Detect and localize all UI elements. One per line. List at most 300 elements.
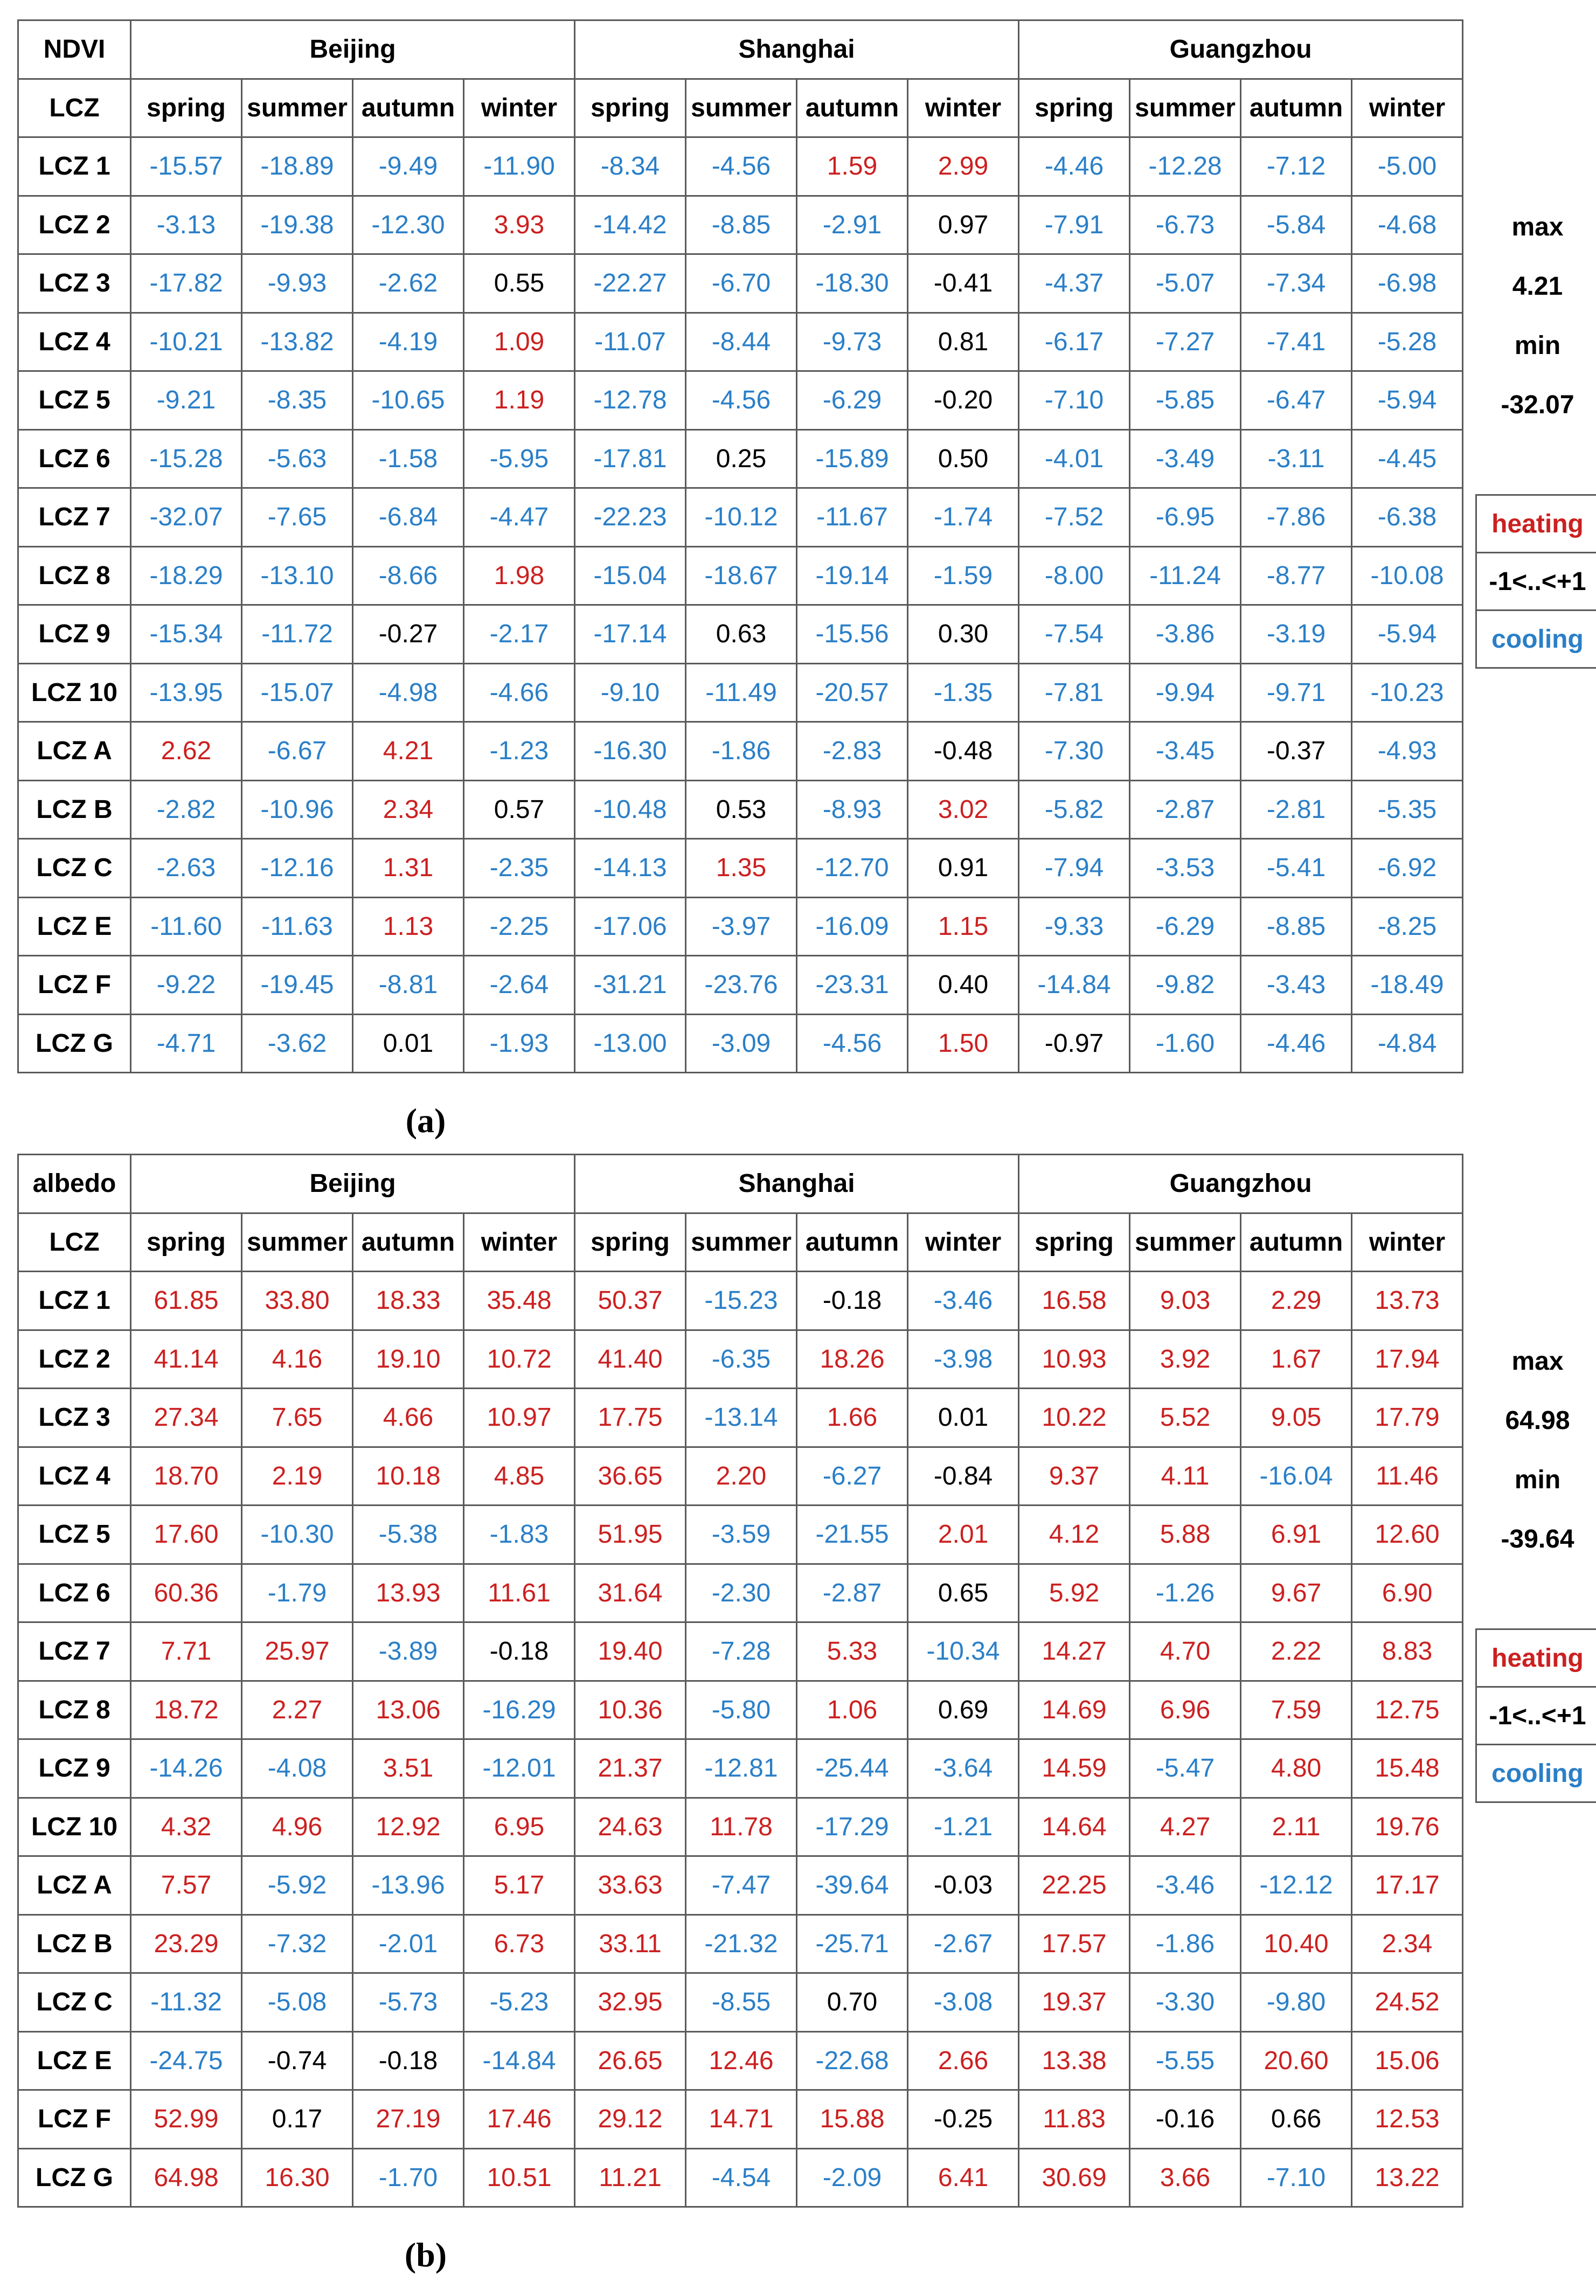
value-cell: 27.19 xyxy=(353,2090,464,2149)
value-cell: -16.04 xyxy=(1241,1447,1352,1506)
value-cell: -0.41 xyxy=(908,254,1019,313)
value-cell: 14.71 xyxy=(686,2090,797,2149)
value-cell: -5.82 xyxy=(1019,780,1130,839)
value-cell: -1.59 xyxy=(908,546,1019,605)
value-cell: -18.49 xyxy=(1352,956,1463,1015)
value-cell: -31.21 xyxy=(575,956,686,1015)
season-header: winter xyxy=(1352,1213,1463,1272)
value-cell: 21.37 xyxy=(575,1739,686,1798)
table-row xyxy=(18,1447,1463,1506)
value-cell: 11.61 xyxy=(464,1564,575,1622)
value-cell: 15.88 xyxy=(797,2090,908,2149)
value-cell: -21.55 xyxy=(797,1506,908,1564)
value-cell: 4.70 xyxy=(1130,1622,1241,1681)
value-cell: -7.54 xyxy=(1019,605,1130,664)
value-cell: 2.22 xyxy=(1241,1622,1352,1681)
value-cell: -18.89 xyxy=(242,137,353,196)
value-cell: -7.34 xyxy=(1241,254,1352,313)
value-cell: 33.11 xyxy=(575,1915,686,1973)
season-header: winter xyxy=(464,1213,575,1272)
value-cell: -1.60 xyxy=(1130,1014,1241,1073)
value-cell: 13.06 xyxy=(353,1681,464,1739)
value-cell: 1.06 xyxy=(797,1681,908,1739)
value-cell: -14.26 xyxy=(131,1739,242,1798)
min-value: -39.64 xyxy=(1501,1524,1574,1553)
value-cell: -3.13 xyxy=(131,196,242,254)
value-cell: -0.20 xyxy=(908,371,1019,430)
value-cell: -4.71 xyxy=(131,1014,242,1073)
table-row xyxy=(18,2090,1463,2149)
value-cell: 17.94 xyxy=(1352,1330,1463,1389)
season-header: spring xyxy=(131,79,242,137)
value-cell: -2.01 xyxy=(353,1915,464,1973)
value-cell: -12.12 xyxy=(1241,1856,1352,1915)
value-cell: -1.58 xyxy=(353,429,464,488)
value-cell: -7.47 xyxy=(686,1856,797,1915)
value-cell: -10.65 xyxy=(353,371,464,430)
row-label: LCZ G xyxy=(18,1014,131,1073)
value-cell: 19.76 xyxy=(1352,1798,1463,1856)
value-cell: -16.29 xyxy=(464,1681,575,1739)
table-row xyxy=(18,313,1463,371)
value-cell: 4.11 xyxy=(1130,1447,1241,1506)
value-cell: -5.23 xyxy=(464,1973,575,2032)
table-row xyxy=(18,780,1463,839)
season-header: autumn xyxy=(1241,79,1352,137)
value-cell: -25.71 xyxy=(797,1915,908,1973)
value-cell: -11.24 xyxy=(1130,546,1241,605)
value-cell: -1.70 xyxy=(353,2148,464,2207)
value-cell: -4.47 xyxy=(464,488,575,547)
max-label: max xyxy=(1511,212,1564,241)
value-cell: -11.49 xyxy=(686,663,797,722)
value-cell: 64.98 xyxy=(131,2148,242,2207)
value-cell: 0.66 xyxy=(1241,2090,1352,2149)
city-header: Shanghai xyxy=(575,1155,1019,1213)
value-cell: 2.19 xyxy=(242,1447,353,1506)
value-cell: -4.98 xyxy=(353,663,464,722)
value-cell: 5.88 xyxy=(1130,1506,1241,1564)
value-cell: 2.34 xyxy=(353,780,464,839)
value-cell: 5.33 xyxy=(797,1622,908,1681)
value-cell: -7.91 xyxy=(1019,196,1130,254)
value-cell: -15.04 xyxy=(575,546,686,605)
value-cell: 2.29 xyxy=(1241,1272,1352,1330)
value-cell: -4.19 xyxy=(353,313,464,371)
value-cell: -1.74 xyxy=(908,488,1019,547)
row-label: LCZ 10 xyxy=(18,663,131,722)
value-cell: -1.35 xyxy=(908,663,1019,722)
value-cell: -7.41 xyxy=(1241,313,1352,371)
metric-header: NDVI xyxy=(18,20,131,79)
value-cell: -15.23 xyxy=(686,1272,797,1330)
value-cell: -0.37 xyxy=(1241,722,1352,781)
value-cell: 0.70 xyxy=(797,1973,908,2032)
row-label: LCZ 10 xyxy=(18,1798,131,1856)
value-cell: -3.45 xyxy=(1130,722,1241,781)
value-cell: -13.96 xyxy=(353,1856,464,1915)
value-cell: 10.93 xyxy=(1019,1330,1130,1389)
season-header: summer xyxy=(1130,79,1241,137)
value-cell: 0.63 xyxy=(686,605,797,664)
value-cell: -8.66 xyxy=(353,546,464,605)
city-header: Beijing xyxy=(131,20,575,79)
season-header: spring xyxy=(1019,79,1130,137)
value-cell: 33.63 xyxy=(575,1856,686,1915)
value-cell: -19.45 xyxy=(242,956,353,1015)
city-header: Guangzhou xyxy=(1019,20,1463,79)
albedo-table xyxy=(17,1154,1463,2208)
legend-heating: heating xyxy=(1475,494,1596,553)
value-cell: 0.25 xyxy=(686,429,797,488)
table-row xyxy=(18,1973,1463,2032)
value-cell: 6.41 xyxy=(908,2148,1019,2207)
value-cell: 15.06 xyxy=(1352,2031,1463,2090)
value-cell: 12.92 xyxy=(353,1798,464,1856)
row-label: LCZ A xyxy=(18,722,131,781)
value-cell: -4.66 xyxy=(464,663,575,722)
row-label: LCZ 5 xyxy=(18,1506,131,1564)
table-row xyxy=(18,1856,1463,1915)
row-label: LCZ F xyxy=(18,956,131,1015)
legend-cooling: cooling xyxy=(1475,1744,1596,1803)
value-cell: -10.08 xyxy=(1352,546,1463,605)
value-cell: -4.68 xyxy=(1352,196,1463,254)
value-cell: -4.46 xyxy=(1241,1014,1352,1073)
value-cell: 24.63 xyxy=(575,1798,686,1856)
value-cell: -10.23 xyxy=(1352,663,1463,722)
value-cell: 4.96 xyxy=(242,1798,353,1856)
value-cell: 19.40 xyxy=(575,1622,686,1681)
value-cell: -2.09 xyxy=(797,2148,908,2207)
value-cell: -8.00 xyxy=(1019,546,1130,605)
value-cell: -11.32 xyxy=(131,1973,242,2032)
min-value: -32.07 xyxy=(1501,390,1574,419)
value-cell: -4.37 xyxy=(1019,254,1130,313)
value-cell: -3.09 xyxy=(686,1014,797,1073)
value-cell: -2.62 xyxy=(353,254,464,313)
value-cell: -4.54 xyxy=(686,2148,797,2207)
value-cell: -22.27 xyxy=(575,254,686,313)
value-cell: -5.07 xyxy=(1130,254,1241,313)
value-cell: -23.31 xyxy=(797,956,908,1015)
value-cell: -5.38 xyxy=(353,1506,464,1564)
value-cell: -10.48 xyxy=(575,780,686,839)
value-cell: 0.97 xyxy=(908,196,1019,254)
value-cell: 14.69 xyxy=(1019,1681,1130,1739)
value-cell: 1.66 xyxy=(797,1389,908,1447)
city-header-row xyxy=(18,20,1463,79)
value-cell: 4.85 xyxy=(464,1447,575,1506)
value-cell: -15.56 xyxy=(797,605,908,664)
value-cell: -10.30 xyxy=(242,1506,353,1564)
table-row xyxy=(18,1506,1463,1564)
value-cell: 16.58 xyxy=(1019,1272,1130,1330)
value-cell: -8.81 xyxy=(353,956,464,1015)
table-row xyxy=(18,2148,1463,2207)
value-cell: -4.45 xyxy=(1352,429,1463,488)
value-cell: -3.98 xyxy=(908,1330,1019,1389)
row-label: LCZ F xyxy=(18,2090,131,2149)
value-cell: -5.35 xyxy=(1352,780,1463,839)
value-cell: 3.51 xyxy=(353,1739,464,1798)
table-row xyxy=(18,1330,1463,1389)
season-header: winter xyxy=(908,79,1019,137)
value-cell: 7.65 xyxy=(242,1389,353,1447)
city-header: Shanghai xyxy=(575,20,1019,79)
season-header: summer xyxy=(686,79,797,137)
value-cell: 61.85 xyxy=(131,1272,242,1330)
value-cell: -6.92 xyxy=(1352,839,1463,898)
value-cell: 17.46 xyxy=(464,2090,575,2149)
value-cell: -0.27 xyxy=(353,605,464,664)
value-cell: -5.47 xyxy=(1130,1739,1241,1798)
table-row xyxy=(18,1014,1463,1073)
value-cell: -5.80 xyxy=(686,1681,797,1739)
value-cell: -6.38 xyxy=(1352,488,1463,547)
city-header: Guangzhou xyxy=(1019,1155,1463,1213)
value-cell: -13.82 xyxy=(242,313,353,371)
value-cell: -4.84 xyxy=(1352,1014,1463,1073)
value-cell: 0.17 xyxy=(242,2090,353,2149)
value-cell: -9.73 xyxy=(797,313,908,371)
albedo-table-panel xyxy=(17,1154,1586,2208)
value-cell: -17.06 xyxy=(575,897,686,956)
max-value: 64.98 xyxy=(1505,1406,1570,1435)
row-label: LCZ 6 xyxy=(18,1564,131,1622)
value-cell: -9.94 xyxy=(1130,663,1241,722)
value-cell: -4.46 xyxy=(1019,137,1130,196)
value-cell: 0.50 xyxy=(908,429,1019,488)
table-row xyxy=(18,2031,1463,2090)
table-row xyxy=(18,1915,1463,1973)
city-header-row xyxy=(18,1155,1463,1213)
value-cell: -12.01 xyxy=(464,1739,575,1798)
value-cell: 13.22 xyxy=(1352,2148,1463,2207)
value-cell: 4.66 xyxy=(353,1389,464,1447)
value-cell: -20.57 xyxy=(797,663,908,722)
value-cell: -1.86 xyxy=(686,722,797,781)
row-label: LCZ 6 xyxy=(18,429,131,488)
value-cell: -2.67 xyxy=(908,1915,1019,1973)
value-cell: 0.40 xyxy=(908,956,1019,1015)
value-cell: -23.76 xyxy=(686,956,797,1015)
value-cell: -2.81 xyxy=(1241,780,1352,839)
value-cell: -10.12 xyxy=(686,488,797,547)
value-cell: -12.78 xyxy=(575,371,686,430)
value-cell: 13.93 xyxy=(353,1564,464,1622)
value-cell: -5.73 xyxy=(353,1973,464,2032)
ndvi-table xyxy=(17,19,1463,1073)
row-label: LCZ 4 xyxy=(18,313,131,371)
season-header-row xyxy=(18,79,1463,137)
value-cell: 1.13 xyxy=(353,897,464,956)
season-header: spring xyxy=(1019,1213,1130,1272)
value-cell: 22.25 xyxy=(1019,1856,1130,1915)
value-cell: -4.08 xyxy=(242,1739,353,1798)
value-cell: 12.60 xyxy=(1352,1506,1463,1564)
value-cell: 7.71 xyxy=(131,1622,242,1681)
value-cell: -18.29 xyxy=(131,546,242,605)
season-header: autumn xyxy=(1241,1213,1352,1272)
table-row xyxy=(18,1564,1463,1622)
value-cell: 6.73 xyxy=(464,1915,575,1973)
value-cell: 11.78 xyxy=(686,1798,797,1856)
season-header: winter xyxy=(1352,79,1463,137)
value-cell: -3.30 xyxy=(1130,1973,1241,2032)
value-cell: -16.30 xyxy=(575,722,686,781)
value-cell: 9.05 xyxy=(1241,1389,1352,1447)
season-header: summer xyxy=(1130,1213,1241,1272)
value-cell: -7.65 xyxy=(242,488,353,547)
value-cell: -5.55 xyxy=(1130,2031,1241,2090)
value-cell: 10.72 xyxy=(464,1330,575,1389)
value-cell: -3.46 xyxy=(908,1272,1019,1330)
value-cell: -6.29 xyxy=(797,371,908,430)
value-cell: -17.14 xyxy=(575,605,686,664)
value-cell: -15.34 xyxy=(131,605,242,664)
value-cell: -8.85 xyxy=(1241,897,1352,956)
value-cell: -32.07 xyxy=(131,488,242,547)
min-label: min xyxy=(1514,1465,1561,1494)
row-label: LCZ G xyxy=(18,2148,131,2207)
value-cell: -4.56 xyxy=(797,1014,908,1073)
value-cell: -1.26 xyxy=(1130,1564,1241,1622)
value-cell: -2.25 xyxy=(464,897,575,956)
value-cell: 0.57 xyxy=(464,780,575,839)
value-cell: -12.30 xyxy=(353,196,464,254)
value-cell: 33.80 xyxy=(242,1272,353,1330)
season-header: summer xyxy=(242,79,353,137)
value-cell: -5.85 xyxy=(1130,371,1241,430)
value-cell: -13.95 xyxy=(131,663,242,722)
value-cell: 31.64 xyxy=(575,1564,686,1622)
value-cell: 1.50 xyxy=(908,1014,1019,1073)
value-cell: -5.08 xyxy=(242,1973,353,2032)
value-cell: -19.38 xyxy=(242,196,353,254)
season-header: summer xyxy=(686,1213,797,1272)
value-cell: 41.40 xyxy=(575,1330,686,1389)
value-cell: -14.13 xyxy=(575,839,686,898)
value-cell: -6.84 xyxy=(353,488,464,547)
value-cell: -5.41 xyxy=(1241,839,1352,898)
value-cell: -13.14 xyxy=(686,1389,797,1447)
value-cell: -24.75 xyxy=(131,2031,242,2090)
value-cell: 18.33 xyxy=(353,1272,464,1330)
value-cell: -3.11 xyxy=(1241,429,1352,488)
value-cell: 51.95 xyxy=(575,1506,686,1564)
value-cell: -19.14 xyxy=(797,546,908,605)
table-row xyxy=(18,196,1463,254)
value-cell: 4.12 xyxy=(1019,1506,1130,1564)
value-cell: -1.83 xyxy=(464,1506,575,1564)
value-cell: 4.21 xyxy=(353,722,464,781)
value-cell: -12.28 xyxy=(1130,137,1241,196)
value-cell: -0.18 xyxy=(797,1272,908,1330)
value-cell: -2.17 xyxy=(464,605,575,664)
value-cell: -25.44 xyxy=(797,1739,908,1798)
city-header: Beijing xyxy=(131,1155,575,1213)
value-cell: -0.18 xyxy=(353,2031,464,2090)
value-cell: 14.64 xyxy=(1019,1798,1130,1856)
table-row xyxy=(18,1272,1463,1330)
value-cell: -17.81 xyxy=(575,429,686,488)
value-cell: 7.59 xyxy=(1241,1681,1352,1739)
value-cell: -7.81 xyxy=(1019,663,1130,722)
value-cell: -9.21 xyxy=(131,371,242,430)
value-cell: 3.93 xyxy=(464,196,575,254)
value-cell: -0.97 xyxy=(1019,1014,1130,1073)
value-cell: -4.56 xyxy=(686,137,797,196)
row-label: LCZ B xyxy=(18,1915,131,1973)
value-cell: -7.52 xyxy=(1019,488,1130,547)
value-cell: 1.98 xyxy=(464,546,575,605)
value-cell: -3.53 xyxy=(1130,839,1241,898)
value-cell: 3.92 xyxy=(1130,1330,1241,1389)
season-header: spring xyxy=(575,1213,686,1272)
value-cell: 10.51 xyxy=(464,2148,575,2207)
value-cell: -3.08 xyxy=(908,1973,1019,2032)
value-cell: -6.29 xyxy=(1130,897,1241,956)
value-cell: -1.21 xyxy=(908,1798,1019,1856)
value-cell: 6.96 xyxy=(1130,1681,1241,1739)
ndvi-table-panel xyxy=(17,19,1586,1073)
value-cell: -17.29 xyxy=(797,1798,908,1856)
value-cell: -3.59 xyxy=(686,1506,797,1564)
lcz-header: LCZ xyxy=(18,79,131,137)
table-row xyxy=(18,897,1463,956)
value-cell: -7.32 xyxy=(242,1915,353,1973)
row-label: LCZ B xyxy=(18,780,131,839)
value-cell: 10.97 xyxy=(464,1389,575,1447)
table-row xyxy=(18,722,1463,781)
value-cell: -22.23 xyxy=(575,488,686,547)
value-cell: 18.72 xyxy=(131,1681,242,1739)
value-cell: 6.91 xyxy=(1241,1506,1352,1564)
table-row xyxy=(18,956,1463,1015)
value-cell: 13.73 xyxy=(1352,1272,1463,1330)
value-cell: -7.86 xyxy=(1241,488,1352,547)
value-cell: -7.30 xyxy=(1019,722,1130,781)
value-cell: 17.17 xyxy=(1352,1856,1463,1915)
value-cell: -5.94 xyxy=(1352,605,1463,664)
value-cell: 1.19 xyxy=(464,371,575,430)
value-cell: -0.74 xyxy=(242,2031,353,2090)
value-cell: 11.46 xyxy=(1352,1447,1463,1506)
value-cell: 35.48 xyxy=(464,1272,575,1330)
value-cell: 11.83 xyxy=(1019,2090,1130,2149)
value-cell: 26.65 xyxy=(575,2031,686,2090)
value-cell: 50.37 xyxy=(575,1272,686,1330)
value-cell: 32.95 xyxy=(575,1973,686,2032)
table-row xyxy=(18,371,1463,430)
table-row xyxy=(18,488,1463,547)
value-cell: 5.52 xyxy=(1130,1389,1241,1447)
value-cell: -11.60 xyxy=(131,897,242,956)
value-cell: 2.34 xyxy=(1352,1915,1463,1973)
value-cell: 60.36 xyxy=(131,1564,242,1622)
value-cell: -13.10 xyxy=(242,546,353,605)
value-cell: -6.70 xyxy=(686,254,797,313)
table-row xyxy=(18,663,1463,722)
value-cell: 3.66 xyxy=(1130,2148,1241,2207)
row-label: LCZ E xyxy=(18,897,131,956)
value-cell: 6.95 xyxy=(464,1798,575,1856)
row-label: LCZ 9 xyxy=(18,605,131,664)
value-cell: 41.14 xyxy=(131,1330,242,1389)
value-cell: 1.09 xyxy=(464,313,575,371)
value-cell: -4.56 xyxy=(686,371,797,430)
